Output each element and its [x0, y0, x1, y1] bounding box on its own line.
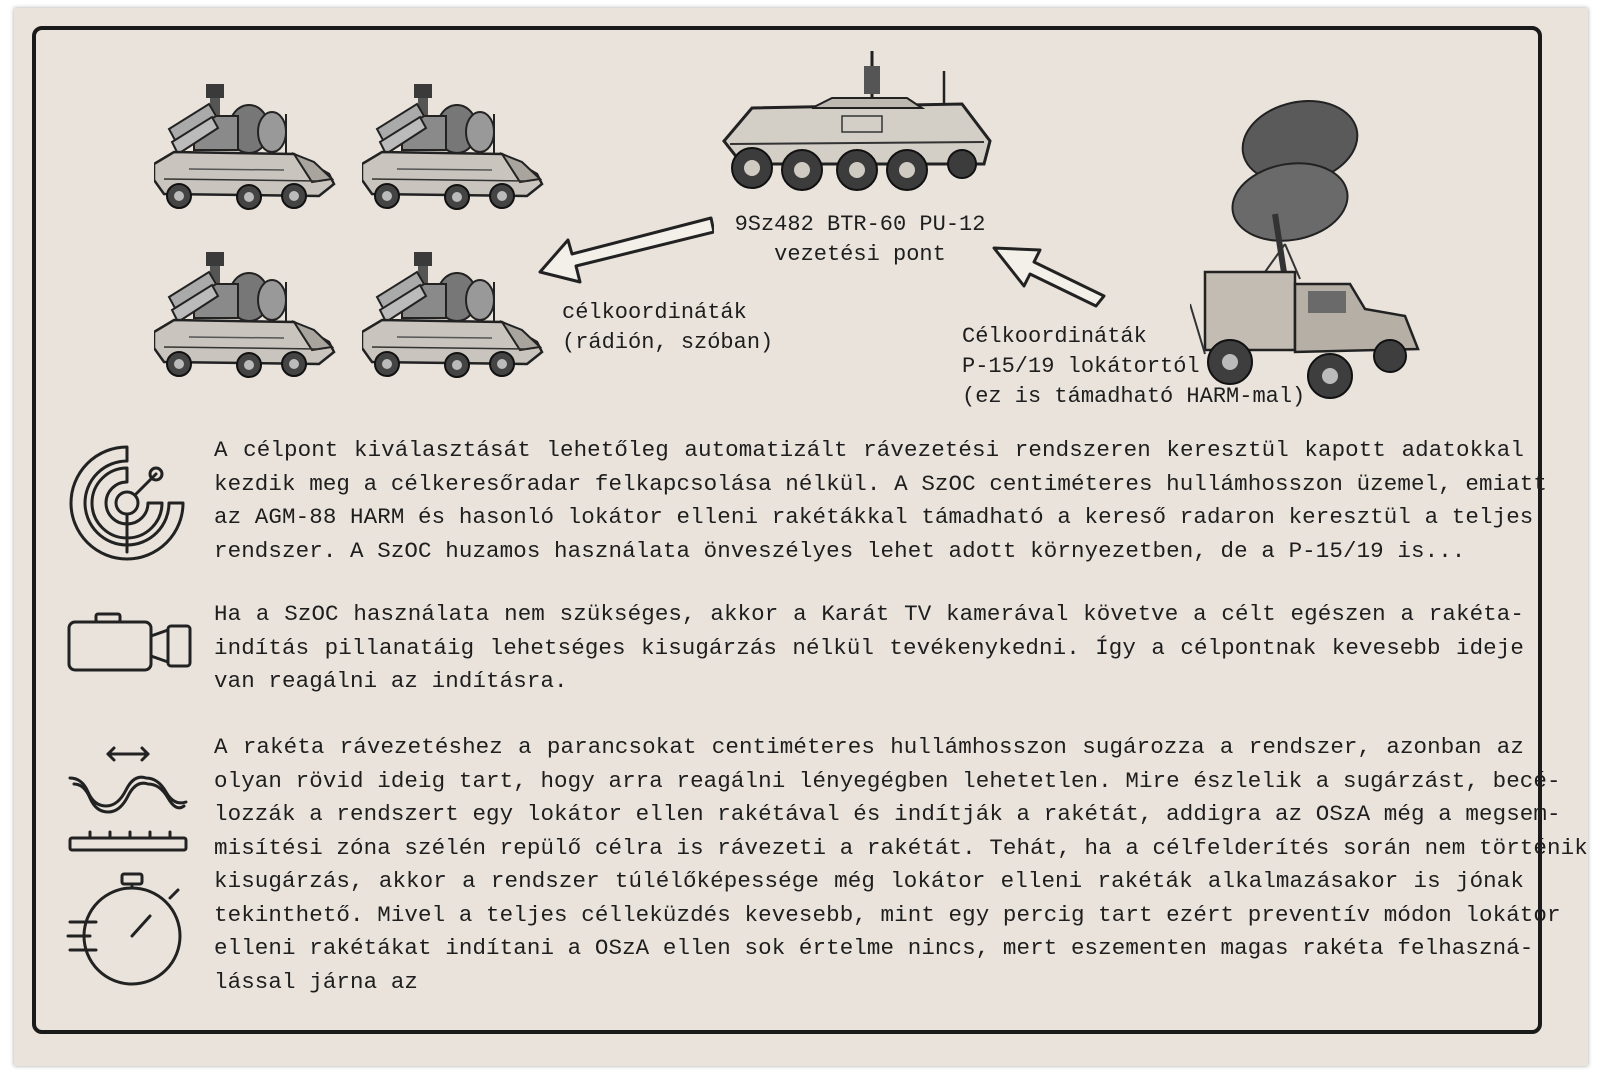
paragraph-line: A rakéta rávezetéshez a parancsokat centiméteres hullámhosszon sugározza a rendszer, azonban az: [214, 734, 1524, 760]
btr60-command-vehicle: [722, 46, 994, 196]
osa-launcher-1: [154, 84, 339, 219]
coords-radar-label-line-2: P-15/19 lokátortól: [962, 354, 1200, 379]
command-post-label-line-1: 9Sz482 BTR-60 PU-12: [734, 212, 986, 237]
command-post-label-line-2: vezetési pont: [774, 242, 946, 267]
paragraph-line: lozzák a rendszert egy lokátor ellen rakétával és indítják a rakétát, addigra az OSzA még a megsem-: [214, 801, 1561, 827]
osa-launcher-2: [362, 84, 547, 219]
paragraph-line: indítás pillanatáig lehetséges kisugárzás nélkül tevékenykedni. Így a célpontnak kevesebb ideje: [214, 634, 1524, 661]
coords-radio-label-line-1: célkoordináták: [562, 300, 747, 325]
osa-launcher-4: [362, 252, 547, 387]
paragraph-line: Ha a SzOC használata nem szükséges, akkor a Karát TV kamerával követve a célt egészen a rakéta-: [214, 601, 1524, 627]
paragraph-line: rendszer. A SzOC huzamos használata önveszélyes lehet adott környezetben, de a P-15/19 is...: [214, 537, 1466, 564]
paragraph-line: elleni rakétákat indítani a OSzA ellen sok értelme nincs, mert eszementen magas rakéta felhaszná-: [214, 935, 1534, 961]
coords-radar-label-line-1: Célkoordináták: [962, 324, 1147, 349]
arrow-left-icon: [536, 210, 714, 290]
osa-launcher-3: [154, 252, 339, 387]
paragraph-target-acquisition: [214, 434, 1548, 568]
coords-radar-label-line-3: (ez is támadható HARM-mal): [962, 384, 1306, 409]
paragraph-line: az AGM-88 HARM és hasonló lokátor elleni rakétákkal támadható a kereső radaron keresztül a teljes: [214, 504, 1534, 530]
paragraph-line: kezdik meg a célkeresőradar felkapcsolása nélkül. A SzOC centiméteres hullámhosszon üzemel, emiatt: [214, 470, 1548, 497]
coords-radio-label-line-2: (rádión, szóban): [562, 330, 774, 355]
paragraph-line: lással járna az: [214, 968, 419, 995]
paragraph-missile-guidance: [214, 731, 1588, 999]
paragraph-tv-camera: [214, 598, 1524, 699]
paragraph-line: tekinthető. Mivel a teljes célleküzdés kevesebb, mint egy percig tart ezért preventív módon lokátor: [214, 901, 1561, 928]
coords-radio-label: [562, 298, 773, 358]
paragraph-line: olyan rövid ideig tart, hogy arra reagálni lényegégben lehetetlen. Mire észlelik a sugárzást, becé-: [214, 767, 1561, 794]
coords-radar-label: [962, 322, 1305, 412]
paragraph-line: misítési zóna szélén repülő célra is rávezeti a rakétát. Tehát, ha a célfelderítés során nem történik: [214, 834, 1588, 861]
paragraph-line: van reagálni az indításra.: [214, 668, 568, 694]
stopwatch-icon: [66, 870, 190, 990]
video-camera-icon: [66, 610, 194, 674]
radar-icon: [64, 440, 190, 566]
paragraph-line: kisugárzás, akkor a rendszer túlélőképessége még lokátor elleni rakéták alkalmazásakor is jónak: [214, 868, 1524, 894]
paragraph-line: A célpont kiválasztását lehetőleg automatizált rávezetési rendszeren keresztül kapott adatokkal: [214, 437, 1524, 463]
wavelength-icon: [66, 742, 190, 858]
arrow-up-left-icon: [990, 238, 1108, 310]
command-post-label: [720, 210, 1000, 270]
